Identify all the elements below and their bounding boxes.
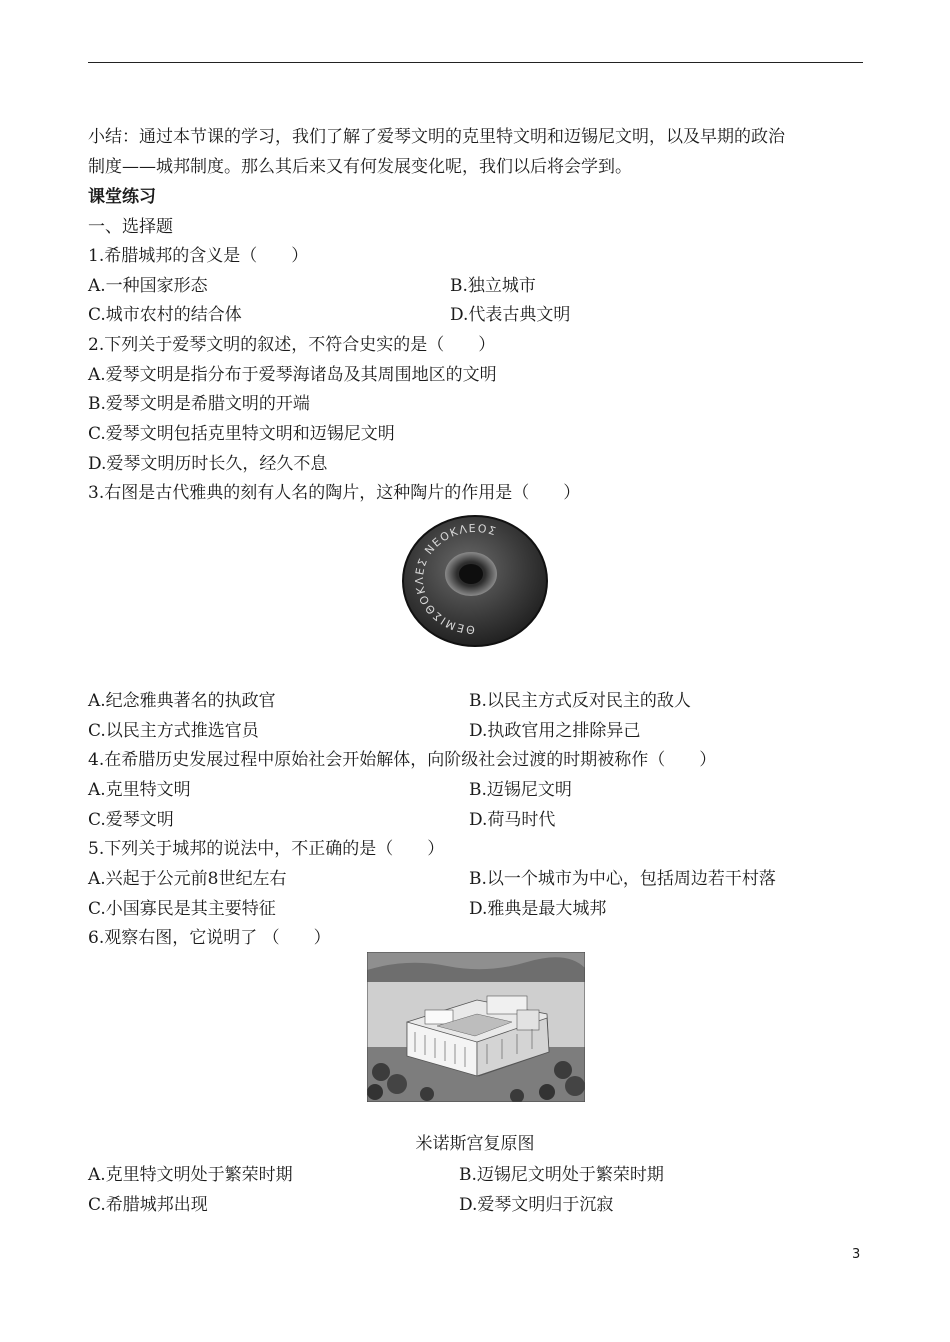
question-4-option-d: D.荷马时代 xyxy=(469,810,556,830)
ostracon-image xyxy=(401,514,549,648)
question-4-stem: 4.在希腊历史发展过程中原始社会开始解体，向阶级社会过渡的时期被称作（ ） xyxy=(88,750,717,770)
page-number: 3 xyxy=(852,1247,861,1262)
question-3-option-a: A.纪念雅典著名的执政官 xyxy=(88,691,276,711)
question-5-option-a: A.兴起于公元前8世纪左右 xyxy=(88,869,287,889)
summary-line-1: 小结：通过本节课的学习，我们了解了爱琴文明的克里特文明和迈锡尼文明，以及早期的政治 xyxy=(88,127,785,147)
subsection-title: 一、选择题 xyxy=(88,217,173,237)
question-5-stem: 5.下列关于城邦的说法中，不正确的是（ ） xyxy=(88,839,445,859)
question-2-option-b: B.爱琴文明是希腊文明的开端 xyxy=(88,394,310,414)
question-1-stem: 1.希腊城邦的含义是（ ） xyxy=(88,246,309,266)
question-4-option-a: A.克里特文明 xyxy=(88,780,191,800)
question-5-option-c: C.小国寡民是其主要特征 xyxy=(88,899,276,919)
question-4-option-b: B.迈锡尼文明 xyxy=(469,780,572,800)
question-1-option-c: C.城市农村的结合体 xyxy=(88,305,242,325)
question-2-option-c: C.爱琴文明包括克里特文明和迈锡尼文明 xyxy=(88,424,395,444)
question-3-option-d: D.执政官用之排除异己 xyxy=(469,721,641,741)
minos-palace-image xyxy=(367,952,585,1102)
ostracon-inscription: ΘΕΜΙΣΘΟΚΛΕΣ ΝΕΟΚΛΕΟΣ xyxy=(412,521,499,637)
question-2-stem: 2.下列关于爱琴文明的叙述，不符合史实的是（ ） xyxy=(88,335,496,355)
question-6-option-c: C.希腊城邦出现 xyxy=(88,1195,208,1215)
question-6-option-d: D.爱琴文明归于沉寂 xyxy=(459,1195,614,1215)
question-2-option-d: D.爱琴文明历时长久，经久不息 xyxy=(88,454,328,474)
question-5-option-d: D.雅典是最大城邦 xyxy=(469,899,607,919)
question-6-stem: 6.观察右图，它说明了 （ ） xyxy=(88,928,331,948)
question-4-option-c: C.爱琴文明 xyxy=(88,810,174,830)
question-1-option-a: A.一种国家形态 xyxy=(88,276,208,296)
header-rule xyxy=(88,62,863,63)
question-3-option-c: C.以民主方式推选官员 xyxy=(88,721,259,741)
question-2-option-a: A.爱琴文明是指分布于爱琴海诸岛及其周围地区的文明 xyxy=(88,365,497,385)
question-6-option-b: B.迈锡尼文明处于繁荣时期 xyxy=(459,1165,664,1185)
question-1-option-b: B.独立城市 xyxy=(450,276,536,296)
question-1-option-d: D.代表古典文明 xyxy=(450,305,571,325)
question-5-option-b: B.以一个城市为中心，包括周边若干村落 xyxy=(469,869,776,889)
question-3-option-b: B.以民主方式反对民主的敌人 xyxy=(469,691,691,711)
question-3-stem: 3.右图是古代雅典的刻有人名的陶片，这种陶片的作用是（ ） xyxy=(88,483,581,503)
question-6-option-a: A.克里特文明处于繁荣时期 xyxy=(88,1165,293,1185)
section-title: 课堂练习 xyxy=(88,187,156,207)
summary-line-2: 制度——城邦制度。那么其后来又有何发展变化呢，我们以后将会学到。 xyxy=(88,157,632,177)
palace-caption: 米诺斯宫复原图 xyxy=(415,1134,535,1154)
